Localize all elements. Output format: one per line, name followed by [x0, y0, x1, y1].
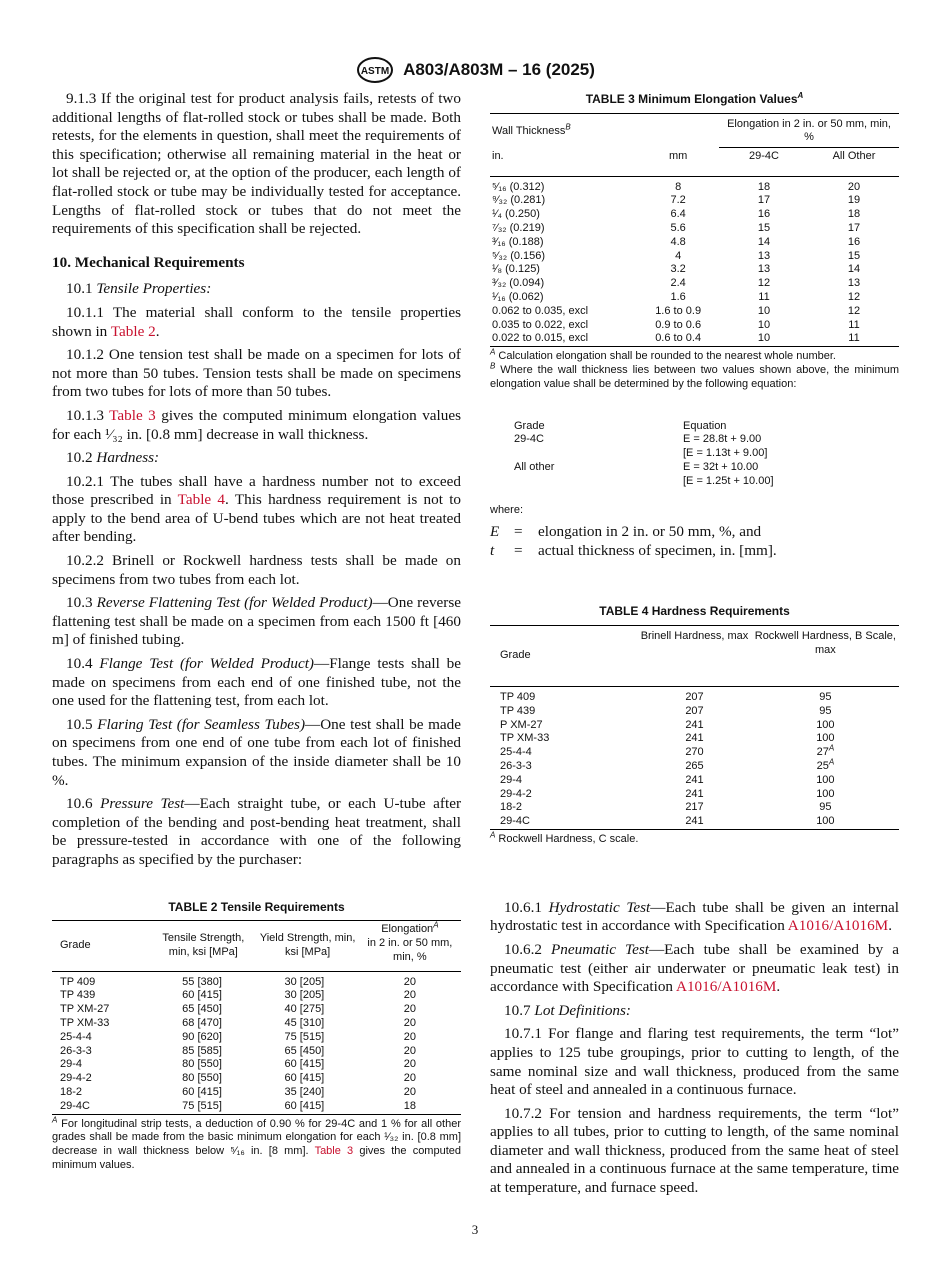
equation-row	[514, 433, 899, 447]
table-row	[490, 815, 899, 829]
table-cell: 0.022 to 0.015, excl	[490, 332, 637, 346]
table-row	[52, 1003, 461, 1017]
table-4-body	[490, 687, 899, 830]
equation-grade	[514, 447, 683, 461]
paragraph-text: —One reverse flattening test shall be made on a specimen from each 1500 ft [460 m] of finished tubing.	[52, 594, 462, 649]
table-cell: 0.6 to 0.4	[637, 332, 719, 346]
table-cell	[752, 743, 899, 760]
logo-text: ASTM	[360, 66, 390, 77]
table-cell: 265	[685, 759, 704, 772]
table-row	[490, 719, 899, 733]
table-cell: 29-4C	[52, 1100, 150, 1114]
left-column	[52, 90, 461, 1173]
equation-grade: All other	[514, 461, 555, 474]
variable-row	[490, 523, 899, 542]
table-cell: 20	[403, 1072, 416, 1085]
rockwell-value: 100	[816, 718, 835, 731]
equation-header: Equation	[683, 419, 727, 432]
table-cell: 1.6	[670, 291, 686, 304]
paragraph-text-end: .	[155, 322, 160, 340]
table-row	[52, 971, 461, 989]
table-row	[52, 1017, 461, 1031]
paragraph-10-7-2: 10.7.2 For tension and hardness requirements, the term “lot” applies to all tubes, prior to cutting to length, of the same nominal diameter and wall thickness, produced from the same heat of steel and annealed in a continuous furnace at the same temperature, time at temperature, and furnace speed.	[490, 1104, 899, 1197]
paragraph-title: Flaring Test (for Seamless Tubes)	[97, 715, 305, 733]
column-header-grade: Grade	[490, 626, 637, 687]
equation-formula: [E = 1.25t + 10.00]	[683, 474, 774, 487]
table-cell: 29-4	[60, 1058, 83, 1071]
table-cell: 20	[403, 1003, 416, 1016]
table-cell: 29-4-2	[500, 787, 532, 800]
variable-row	[490, 542, 899, 561]
paragraph-10-2	[52, 449, 461, 468]
table-row	[490, 208, 899, 222]
table-row	[490, 774, 899, 788]
table-cell: ¹⁄₄ (0.250)	[492, 208, 540, 221]
paragraph-title: Flange Test (for Welded Product)	[99, 655, 314, 673]
table-cell: 0.9 to 0.6	[655, 318, 702, 331]
table-cell: 30 [205]	[284, 989, 325, 1002]
page-number: 3	[471, 1222, 479, 1237]
paragraph-number: 10.2	[66, 449, 93, 467]
table-cell: 60 [415]	[284, 1072, 325, 1085]
table-row	[490, 194, 899, 208]
table-cell	[752, 815, 899, 829]
table-cell: 15	[847, 249, 861, 262]
table-cell: 90 [620]	[182, 1030, 222, 1043]
table-cell: ⁷⁄₃₂ (0.219)	[492, 222, 545, 235]
table-cell	[752, 719, 899, 733]
table-cell: 18-2	[500, 801, 523, 814]
table-cell: ¹⁄₈ (0.125)	[492, 263, 540, 276]
paragraph-10-1-1	[52, 304, 461, 341]
table-cell: P XM-27	[500, 718, 543, 731]
equation-row	[514, 461, 899, 475]
table-cell: 19	[847, 194, 861, 207]
table-cell: TP 409	[60, 975, 96, 988]
table-cell: 241	[637, 815, 752, 829]
table-row	[490, 732, 899, 746]
table-cell: 29-4-2	[60, 1072, 92, 1085]
right-column	[490, 90, 899, 1203]
table-cell	[752, 732, 899, 746]
paragraph-10-2-2: 10.2.2 Brinell or Rockwell hardness tests shall be made on specimens from two tubes from each lot.	[52, 552, 461, 588]
table-row	[52, 1045, 461, 1059]
table-row	[490, 291, 899, 305]
table-cell: 14	[757, 235, 771, 248]
table-cell: 26-3-3	[500, 759, 532, 772]
column-header-elongation: Elongation$^A$ in 2 in. or 50 mm, min, %	[359, 921, 461, 971]
paragraph-text: 10.2.1 The tubes shall have a hardness number not to exceed those prescribed in	[52, 472, 461, 509]
equation-grade	[514, 475, 683, 489]
paragraph-number: 10.1	[66, 280, 93, 298]
paragraph-number: 10.5	[66, 715, 93, 733]
table-row	[490, 319, 899, 333]
table-cell: ³⁄₁₆ (0.188)	[492, 235, 544, 248]
column-header-brinell: Brinell Hardness, max	[637, 626, 752, 687]
table-row	[490, 705, 899, 719]
paragraph-title: Hardness:	[96, 449, 160, 467]
footnote-marker: A	[828, 757, 835, 767]
column-header-wall-thickness: Wall Thickness$^B$	[490, 113, 719, 148]
paragraph-10-1	[52, 280, 461, 299]
table-cell: 20	[403, 975, 416, 988]
variable-equals: =	[514, 541, 523, 559]
table-cell: 10	[757, 318, 771, 331]
table-cell: 8	[675, 180, 682, 193]
table-4-link[interactable]: Table 4	[177, 491, 226, 509]
paragraph-text: —Each straight tube, or each U-tube after completion of the bending and post-bending heat treatment, shall be pressure-tested in accordance with one of the following paragraphs as specified by the purchaser:	[52, 795, 461, 868]
table-cell: 4	[675, 249, 682, 262]
table-cell: ⁹⁄₃₂ (0.281)	[492, 194, 546, 207]
table-cell: ⁵⁄₃₂ (0.156)	[492, 249, 546, 262]
table-cell: 20	[403, 1058, 416, 1071]
table-row	[52, 1058, 461, 1072]
table-cell: 65 [450]	[182, 1003, 222, 1016]
paragraph-10-6	[52, 795, 461, 869]
footnote-marker: A	[828, 743, 835, 753]
table-cell: 18	[757, 180, 771, 193]
rockwell-value: 95	[819, 801, 832, 814]
table-row	[52, 1100, 461, 1114]
table-cell: 18	[847, 208, 861, 221]
table-cell: TP XM-33	[60, 1016, 110, 1029]
variable-equals: =	[514, 523, 523, 541]
table-3-body	[490, 176, 899, 347]
paragraph-title: Reverse Flattening Test (for Welded Product)	[96, 594, 373, 612]
table-cell: 20	[403, 1085, 416, 1098]
table-cell: 60 [415]	[256, 1100, 358, 1114]
table-row	[490, 788, 899, 802]
paragraph-10-1-3	[52, 407, 461, 444]
table-cell: TP 439	[500, 704, 536, 717]
table-cell: 13	[757, 249, 771, 262]
paragraph-10-6-2: 10.6.2 Pneumatic Test—Each tube shall be examined by a pneumatic test (either air underwater or pneumatic leak test) in accordance with Specification A1016/A1016M.	[490, 940, 899, 996]
table-cell: 29-4C	[490, 815, 637, 829]
rockwell-value: 25	[816, 759, 829, 772]
column-header-grade: Grade	[52, 921, 150, 971]
table-cell: 20	[403, 1016, 416, 1029]
table-3-footnote-a: $^A$ Calculation elongation shall be rounded to the nearest whole number.	[490, 347, 836, 363]
table-cell: 68 [470]	[182, 1016, 222, 1029]
table-cell: 6.4	[670, 208, 686, 221]
table-cell: 0.062 to 0.035, excl	[492, 304, 589, 317]
table-cell	[752, 705, 899, 719]
table-cell: 207	[685, 704, 704, 717]
table-cell: TP XM-33	[500, 732, 550, 745]
table-3-block	[490, 90, 899, 560]
table-cell: 15	[757, 222, 771, 235]
variable-description: elongation in 2 in. or 50 mm, %, and	[538, 523, 762, 541]
rockwell-value: 27	[816, 746, 829, 759]
table-cell: 75 [515]	[150, 1100, 256, 1114]
rockwell-value: 95	[819, 691, 832, 703]
table-cell: 241	[685, 787, 704, 800]
section-10-heading: 10. Mechanical Requirements	[52, 253, 245, 271]
table-cell: 207	[685, 691, 704, 703]
table-cell	[752, 801, 899, 815]
paragraph-10-4	[52, 655, 461, 711]
table-4-title: TABLE 4 Hardness Requirements	[599, 604, 790, 619]
table-cell: 11	[809, 332, 899, 346]
equation-row	[514, 447, 899, 461]
table-cell: 12	[757, 277, 771, 290]
table-cell	[752, 788, 899, 802]
paragraph-text-end: . This hardness requirement is not to apply to the bend area of U-bend tubes which are not heat treated after bending.	[52, 491, 462, 546]
table-cell: 10	[757, 304, 771, 317]
table-cell: 241	[685, 732, 704, 745]
table-cell: 20	[403, 989, 416, 1002]
variable-symbol: t	[490, 541, 495, 559]
table-cell: 80 [550]	[182, 1058, 222, 1071]
table-cell: 20	[847, 180, 861, 193]
table-row	[52, 1086, 461, 1100]
paragraph-number: 10.3	[66, 594, 93, 612]
paragraph-title: Pressure Test	[100, 795, 185, 813]
table-row	[490, 760, 899, 774]
table-2-block	[52, 898, 461, 1173]
table-row	[490, 277, 899, 291]
table-cell: 60 [415]	[182, 1085, 222, 1098]
column-header-all-other: All Other	[809, 148, 899, 177]
table-2-footnote: $^A$ For longitudinal strip tests, a deduction of 0.90 % for 29-4C and 1 % for all other grades shall be made from the basic minimum elongation for each ¹⁄₃₂ in. [0.8 mm] decrease in wall thickness below ⁵⁄₁₆ in. [8 mm]. Table 3 gives the computed minimum values.	[52, 1114, 461, 1171]
column-header-mm: mm	[637, 148, 719, 177]
table-cell	[752, 687, 899, 705]
table-4	[490, 625, 899, 830]
equation-formula: E = 28.8t + 9.00	[683, 433, 762, 446]
table-cell: 20	[403, 1030, 416, 1043]
table-row	[490, 801, 899, 815]
table-cell: 217	[685, 801, 704, 814]
paragraph-10-5	[52, 716, 461, 790]
table-cell: 55 [380]	[182, 975, 222, 988]
table-cell: 16	[757, 208, 771, 221]
column-header-rockwell: Rockwell Hardness, B Scale, max	[752, 626, 899, 687]
rockwell-value: 100	[816, 815, 835, 828]
table-cell: ¹⁄₁₆ (0.062)	[492, 291, 544, 304]
variable-description: actual thickness of specimen, in. [mm].	[538, 541, 777, 559]
table-4-footnote: $^A$ Rockwell Hardness, C scale.	[490, 830, 639, 845]
paragraph-text: —Flange tests shall be made on specimens from each end of one finished tube, not the one used for the flattening test, from each lot.	[52, 655, 462, 710]
table-row	[52, 1072, 461, 1086]
column-header-elongation: Elongation in 2 in. or 50 mm, min, %	[719, 113, 899, 148]
table-cell: 25-4-4	[500, 746, 532, 759]
equation-formula: [E = 1.13t + 9.00]	[683, 447, 768, 460]
table-cell: 4.8	[670, 235, 686, 248]
table-row	[490, 305, 899, 319]
table-cell: 85 [585]	[182, 1044, 222, 1057]
equation-formula: E = 32t + 10.00	[683, 461, 759, 474]
paragraph-title: Tensile Properties:	[96, 280, 212, 298]
column-header-29-4c: 29-4C	[719, 148, 809, 177]
table-cell: 241	[685, 773, 704, 786]
paragraph-9-1-3: 9.1.3 If the original test for product analysis fails, retests of two additional lengths of flat-rolled stock or tubes shall be made. Both retests, for the elements in question, shall meet the requirements of this specification; otherwise all remaining material in the heat or lot shall be rejected or, at the option of the producer, each length of flat-rolled stock or tube may be individually tested for acceptance. Lengths of flat-rolled stock or tubes that do not meet the requirements of this specification shall be rejected.	[52, 90, 461, 238]
table-cell: 29-4	[500, 773, 523, 786]
rockwell-value: 100	[816, 732, 835, 745]
table-3-link[interactable]: Table 3	[109, 406, 156, 424]
rockwell-value: 100	[816, 773, 835, 786]
table-cell: 7.2	[670, 194, 686, 207]
table-cell: 16	[847, 235, 861, 248]
table-cell: 270	[685, 746, 704, 759]
paragraph-number: 10.4	[66, 655, 93, 673]
table-2-title: TABLE 2 Tensile Requirements	[168, 899, 345, 914]
paragraph-10-7: 10.7 Lot Definitions:	[504, 1001, 631, 1019]
table-row	[52, 989, 461, 1003]
table-cell: 18-2	[60, 1085, 83, 1098]
rockwell-value: 95	[819, 704, 832, 717]
table-2	[52, 920, 461, 1114]
table-cell: 13	[847, 277, 861, 290]
a1016-link[interactable]: A1016/A1016M	[675, 978, 777, 996]
table-cell: 14	[847, 263, 861, 276]
table-cell: 45 [310]	[284, 1016, 325, 1029]
table-cell: 80 [550]	[182, 1072, 222, 1085]
equation-grade: 29-4C	[514, 433, 544, 446]
table-cell: 12	[847, 304, 861, 317]
table-cell: 60 [415]	[284, 1058, 325, 1071]
table-cell: 20	[403, 1044, 416, 1057]
table-cell: 60 [415]	[182, 989, 222, 1002]
paragraph-text: —One test shall be made on specimens from one end of one tube from each lot of finished tubes. The minimum expansion of the inside diameter shall be 10 %.	[52, 715, 461, 789]
table-3-title: TABLE 3 Minimum Elongation Values$^A$	[585, 91, 804, 106]
table-cell: 0.035 to 0.022, excl	[492, 318, 589, 331]
table-row	[52, 1031, 461, 1045]
paragraph-10-7-1: 10.7.1 For flange and flaring test requirements, the term “lot” applies to 125 tube groupings, prior to cutting to length, of the same nominal size and wall thickness, produced from the same heat of steel and annealed in a continuous furnace.	[490, 1025, 899, 1099]
table-3	[490, 113, 899, 348]
paragraph-number: 10.1.3	[66, 406, 104, 424]
table-cell: 13	[757, 263, 771, 276]
table-cell: 65 [450]	[284, 1044, 325, 1057]
table-cell: 2.4	[670, 277, 686, 290]
paragraph-text: gives the computed minimum elongation values for each ¹⁄₃₂ in. [0.8 mm] decrease in wall thickness.	[52, 406, 462, 443]
table-3-link[interactable]: Table 3	[314, 1145, 354, 1158]
table-cell: 35 [240]	[284, 1085, 325, 1098]
table-cell: 11	[758, 291, 770, 304]
table-cell	[752, 774, 899, 788]
equation-table	[514, 420, 899, 489]
table-4-block	[490, 602, 899, 846]
table-cell: ³⁄₃₂ (0.094)	[492, 277, 545, 290]
table-cell: 40 [275]	[284, 1003, 325, 1016]
paragraph-text: 10.1.1 The material shall conform to the tensile properties shown in	[52, 303, 461, 340]
table-cell: 30 [205]	[284, 975, 325, 988]
table-cell: 241	[685, 718, 704, 731]
table-cell: 25-4-4	[60, 1030, 92, 1043]
table-row	[490, 236, 899, 250]
paragraph-10-1-2: 10.1.2 One tension test shall be made on a specimen for lots of not more than 50 tubes. Tension tests shall be made on specimens from two tubes for lots of more than 50 tubes.	[52, 346, 461, 401]
table-cell: 5.6	[670, 222, 686, 235]
table-cell: ⁵⁄₁₆ (0.312)	[492, 180, 545, 193]
equation-row	[514, 475, 899, 489]
table-cell: 3.2	[670, 263, 686, 276]
table-cell: 12	[847, 291, 861, 304]
table-row	[490, 746, 899, 760]
table-cell: 1.6 to 0.9	[655, 304, 702, 317]
table-cell: 18	[359, 1100, 461, 1114]
table-cell: 11	[848, 318, 860, 331]
right-text-block	[490, 899, 899, 1198]
table-2-link[interactable]: Table 2	[110, 322, 156, 340]
rockwell-value: 100	[816, 787, 835, 800]
paragraph-10-6-1: 10.6.1 Hydrostatic Test—Each tube shall be given an internal hydrostatic test in accordance with Specification A1016/A1016M.	[490, 898, 900, 935]
astm-logo-icon	[355, 56, 395, 84]
table-cell: TP 439	[60, 989, 96, 1002]
table-cell: 75 [515]	[284, 1030, 325, 1043]
table-cell: 17	[847, 222, 861, 235]
table-2-body	[52, 971, 461, 1114]
paragraph-10-3	[52, 594, 461, 650]
table-cell: 10	[719, 332, 809, 346]
variable-definitions	[490, 523, 899, 560]
table-row	[490, 250, 899, 264]
table-cell	[752, 757, 899, 774]
equation-header-grade: Grade	[514, 419, 545, 432]
paragraph-10-2-1	[52, 473, 461, 547]
table-cell: TP XM-27	[60, 1003, 110, 1016]
table-row	[490, 222, 899, 236]
table-cell: 17	[757, 194, 771, 207]
column-header-in: in.	[490, 148, 637, 177]
table-row	[490, 332, 899, 346]
table-row	[490, 176, 899, 194]
table-cell: 26-3-3	[60, 1044, 92, 1057]
a1016-link[interactable]: A1016/A1016M	[787, 917, 889, 935]
table-cell: TP 409	[500, 691, 536, 703]
document-designation: A803/A803M – 16 (2025)	[403, 60, 595, 79]
where-label: where:	[490, 503, 524, 516]
variable-symbol: E	[490, 523, 500, 541]
column-header-tensile: Tensile Strength, min, ksi [MPa]	[150, 921, 256, 971]
table-row	[490, 687, 899, 705]
page-header	[0, 56, 950, 84]
paragraph-number: 10.6	[66, 795, 93, 813]
table-row	[490, 263, 899, 277]
column-header-yield: Yield Strength, min, ksi [MPa]	[256, 921, 358, 971]
table-3-footnote-b: $^B$ Where the wall thickness lies between two values shown above, the minimum elongation value shall be determined by the following equation:	[490, 361, 899, 390]
